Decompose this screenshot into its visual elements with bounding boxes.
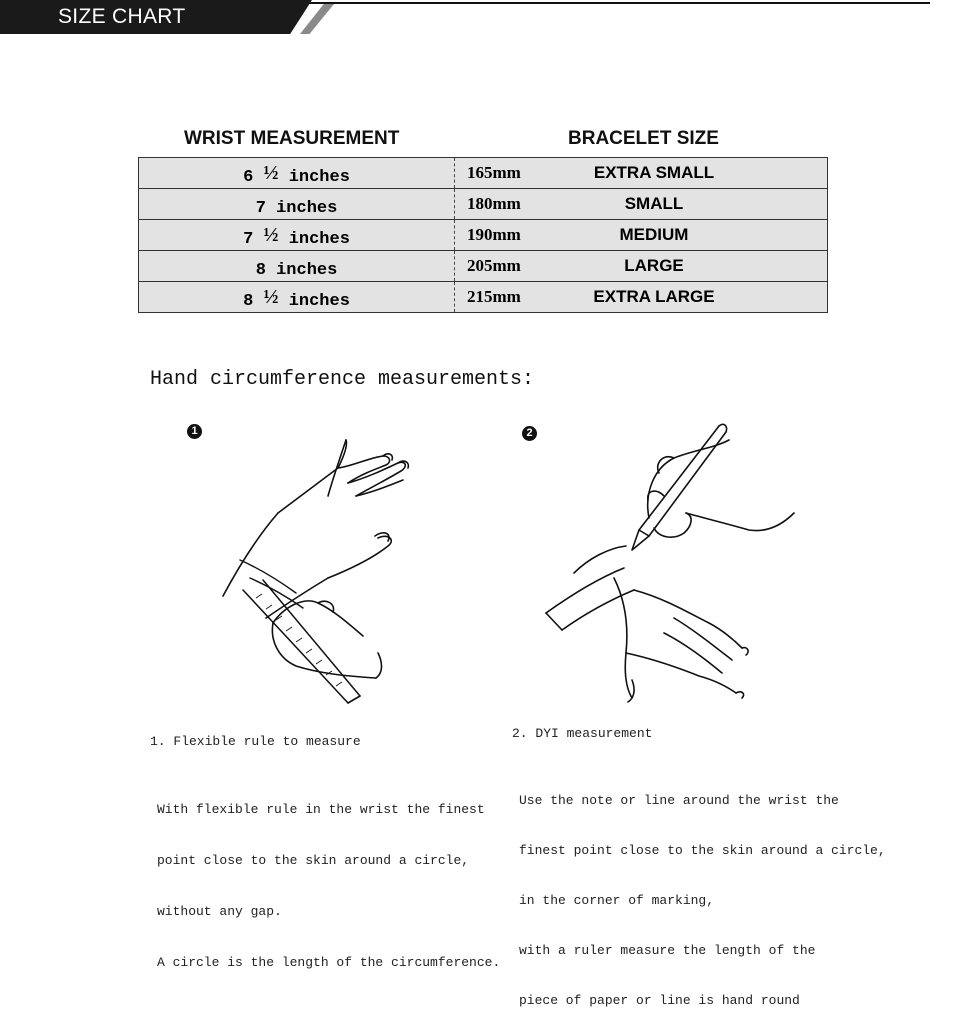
table-row [139,158,827,189]
size-cell: SMALL [624,194,684,213]
step-1-line: without any gap. [157,904,282,919]
step-2-line: piece of paper or line is hand round [519,993,800,1008]
wrist-cell [139,282,455,312]
wrist-whole: 7 [243,230,254,249]
size-cell: LARGE [624,256,684,275]
wrist-cell [139,220,455,250]
mm-cell: 165mm [467,163,521,182]
diy-measurement-illustration [514,418,826,718]
step-2-line: in the corner of marking, [519,893,715,908]
wrist-whole: 8 [255,261,266,280]
step-2-description [519,758,886,1025]
mm-cell: 180mm [467,194,521,213]
table-row [139,251,827,282]
step-1-caption: 1. Flexible rule to measure [150,734,361,749]
mm-cell: 215mm [467,287,521,306]
step-1-line: point close to the skin around a circle, [157,853,470,868]
step-1-description [157,767,500,988]
hand-measure-title: Hand circumference measurements: [150,368,535,391]
wrist-cell [139,158,455,188]
wrist-unit: inches [276,199,338,218]
step-1-line: A circle is the length of the circumference. [157,955,501,970]
size-cell: EXTRA SMALL [593,163,715,182]
wrist-fraction: ½ [263,162,279,184]
table-row [139,220,827,251]
bracelet-size-heading: BRACELET SIZE [568,128,719,149]
wrist-whole: 8 [243,292,254,311]
step-1-badge: 1 [187,424,202,439]
wrist-fraction: ½ [263,224,279,246]
wrist-unit: inches [288,292,350,311]
flexible-rule-illustration [178,418,468,718]
wrist-unit: inches [288,168,350,187]
table-row [139,282,827,313]
size-chart-banner [0,0,960,40]
wrist-fraction: ½ [263,286,279,308]
page-title: SIZE CHART [58,5,186,28]
step-2-line: with a ruler measure the length of the [519,943,816,958]
size-table [138,157,828,313]
step-2-badge: 2 [522,426,537,441]
size-cell: EXTRA LARGE [593,287,715,306]
wrist-whole: 7 [255,199,266,218]
step-2-line: Use the note or line around the wrist the [519,793,839,808]
hand-with-paper-strip-drawing [514,418,826,718]
wrist-cell [139,251,455,281]
size-cell: MEDIUM [619,225,689,244]
step-2-line: finest point close to the skin around a circle, [519,843,886,858]
step-1-line: With flexible rule in the wrist the finest [157,802,485,817]
mm-cell: 190mm [467,225,521,244]
wrist-unit: inches [288,230,350,249]
step-2-caption: 2. DYI measurement [512,726,653,741]
mm-cell: 205mm [467,256,521,275]
hand-with-tape-drawing [178,418,468,718]
wrist-measurement-heading: WRIST MEASUREMENT [184,128,400,149]
table-row [139,189,827,220]
wrist-cell [139,189,455,219]
wrist-unit: inches [276,261,338,280]
wrist-whole: 6 [243,168,254,187]
